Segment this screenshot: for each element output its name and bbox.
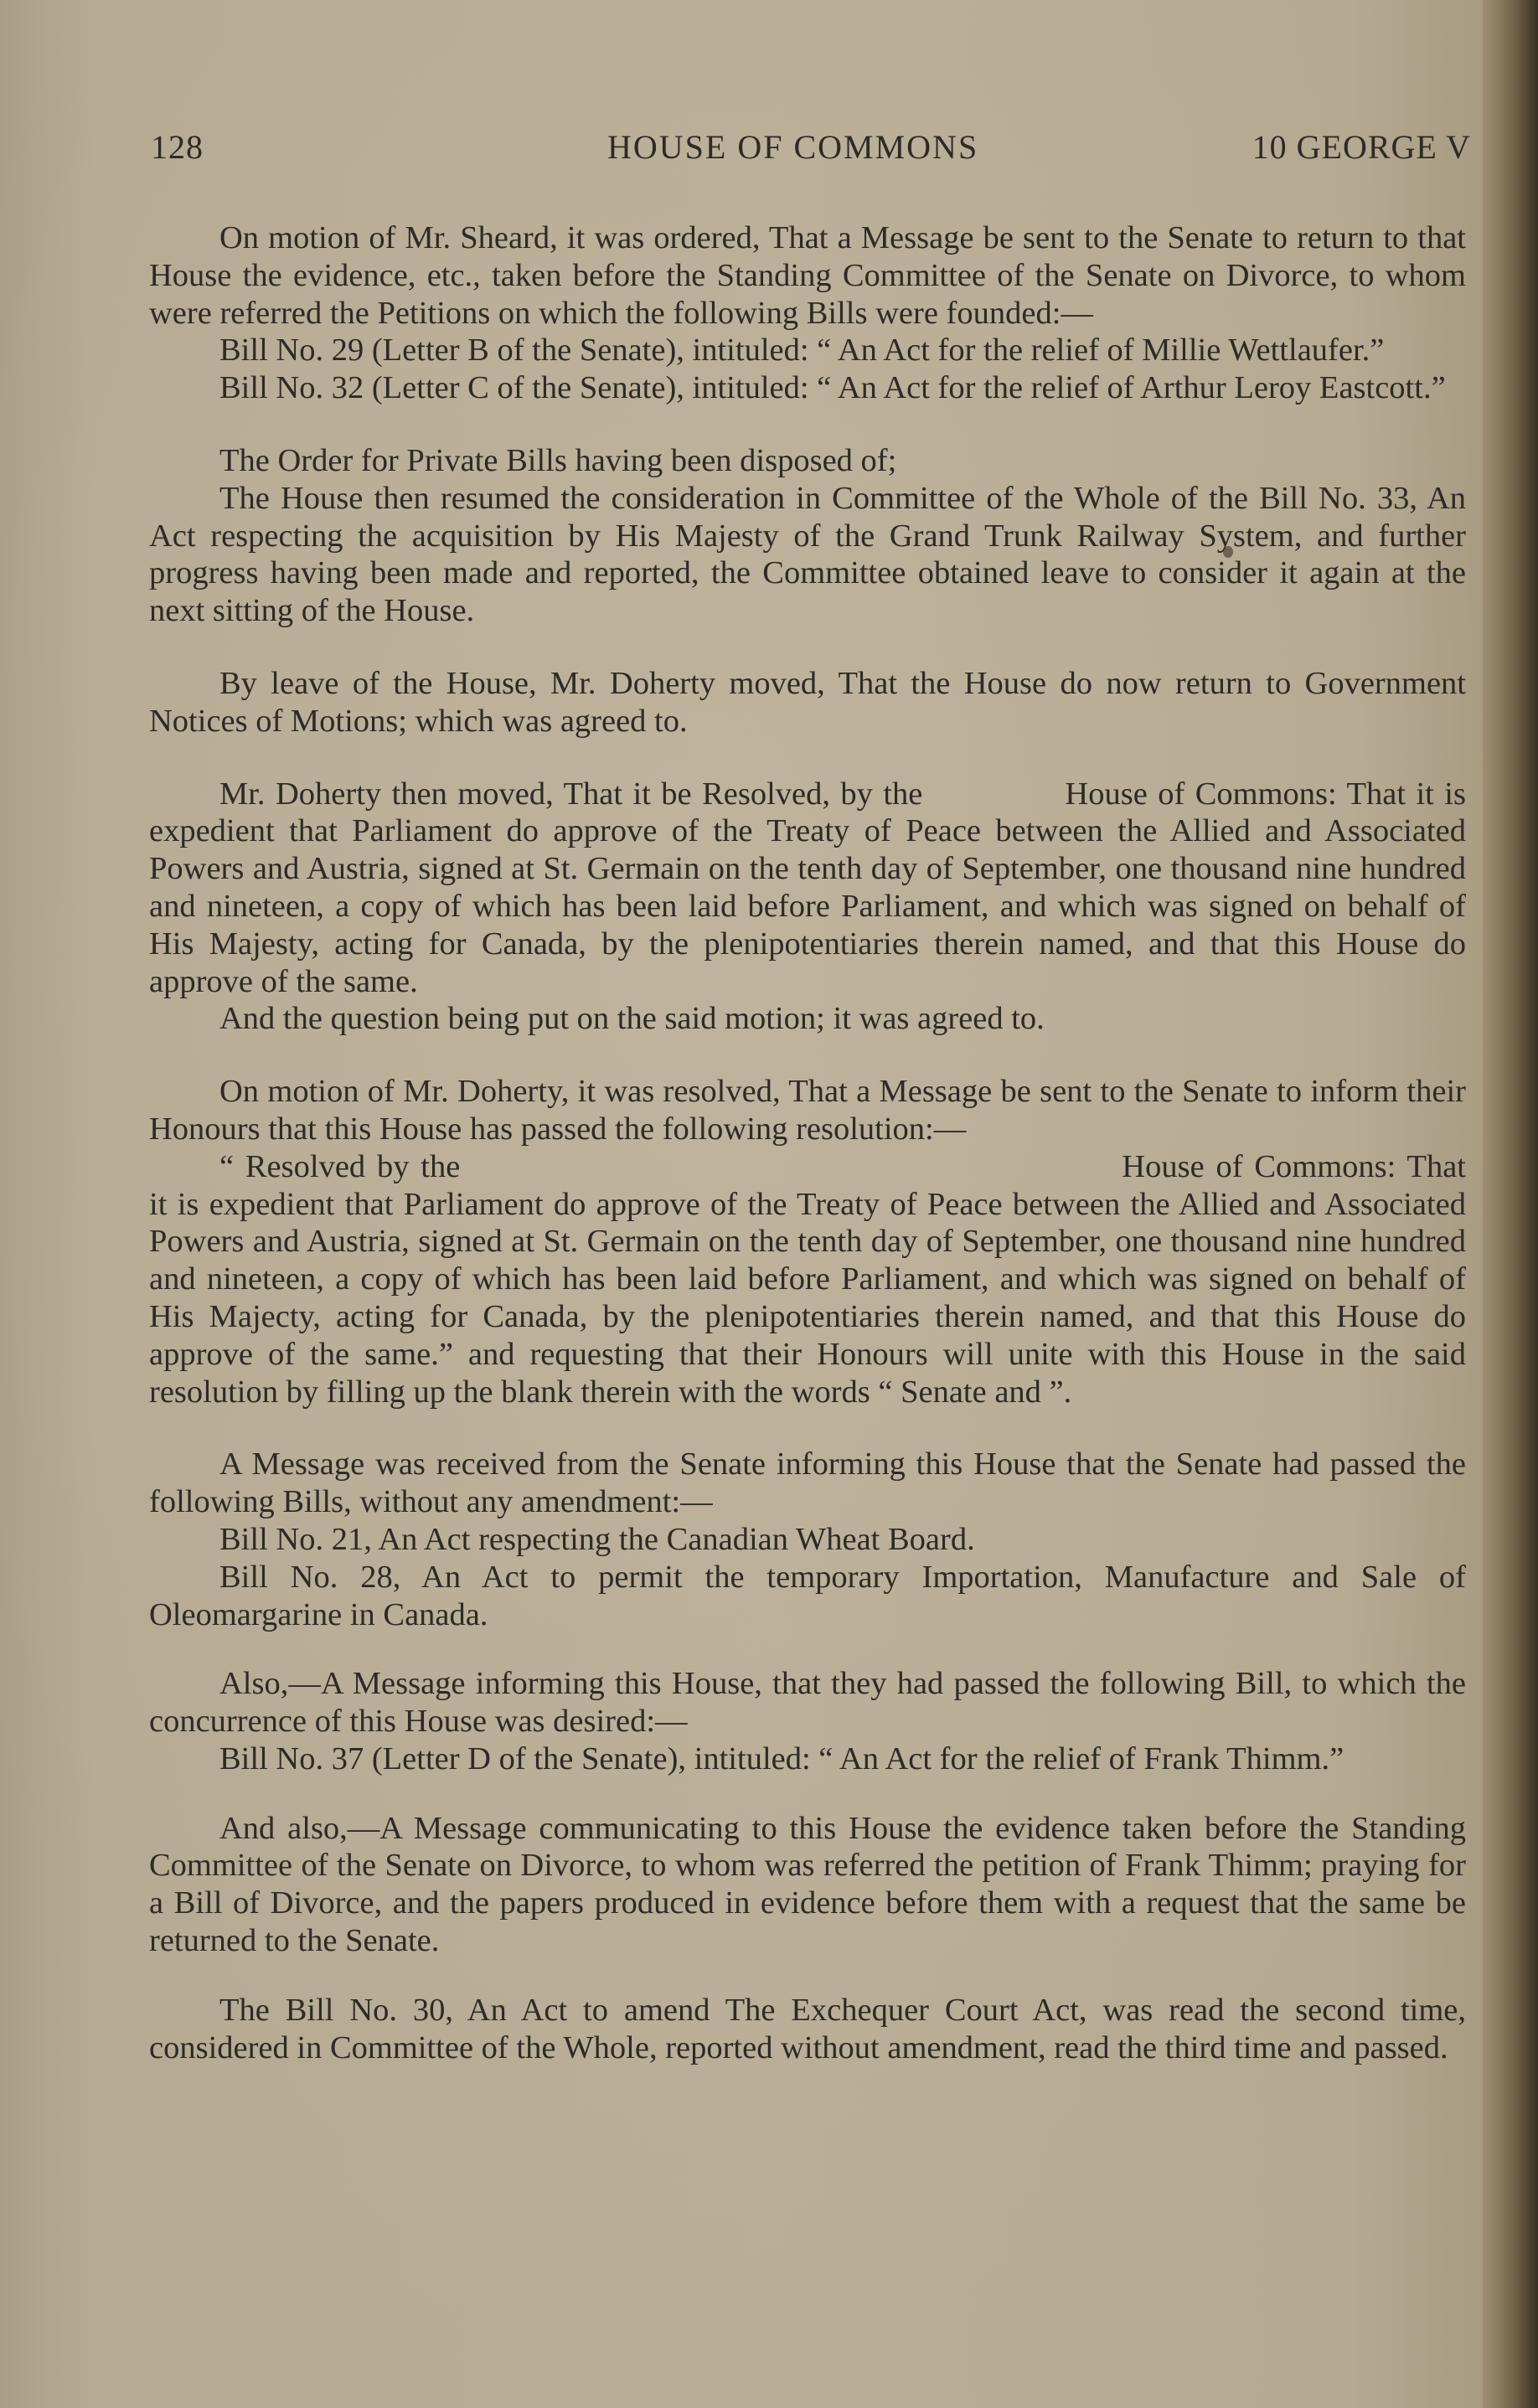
paragraph-doherty-leave: By leave of the House, Mr. Doherty moved, That the House do now return to Government Notices of Motions; which was agreed to. [149,665,1466,739]
journal-text [149,219,1466,2066]
paragraph-sheard-motion: On motion of Mr. Sheard, it was ordered, That a Message be sent to the Senate to return to that House the evidence, etc., taken before the Standing Committee of the Senate on Divorce, to whom were referred the Petitions on which the following Bills were founded:— [149,220,1466,331]
resolution-lead: “ Resolved by the [219,1148,461,1184]
resolution-body: House of Commons: That it is expedient that Parliament do approve of the Treaty of Peace between the Allied and Associated Powers and Austria, signed at St. Germain on the tenth day of September, one thousand nine hundred and nineteen, a copy of which has been laid before Parliament, and which was signed on behalf of His Majecty, acting for Canada, by the plenipotentiaries therein named, and that this House do approve of the same.” and requesting that their Honours will unite with this House in the said resolution by filling up the blank therein with the words “ Senate and ”. [149,1148,1466,1410]
journal-title: HOUSE OF COMMONS [607,128,979,166]
paragraph-also-message: Also,—A Message informing this House, that they had passed the following Bill, to which the concurrence of this House was desired:— [149,1666,1466,1740]
paragraph-bill-37: Bill No. 37 (Letter D of the Senate), intituled: “ An Act for the relief of Frank Thimm.” [219,1740,1344,1776]
paragraph-divorce-evidence: And also,—A Message communicating to this House the evidence taken before the Standing Committee of the Senate on Divorce, to whom was referred the petition of Frank Thimm; praying for a Bill of Divorce, and the papers produced in evidence before them with a request that the same be returned to the Senate. [149,1810,1466,1959]
page-gutter [1483,0,1538,2408]
paragraph-bill-29: Bill No. 29 (Letter B of the Senate), intituled: “ An Act for the relief of Millie Wettlaufer.” [219,333,1385,369]
paragraph-treaty-motion [149,776,1466,1001]
paragraph-bill-28: Bill No. 28, An Act to permit the temporary Importation, Manufacture and Sale of Oleomargarine in Canada. [149,1559,1466,1632]
treaty-motion-body: House of Commons: That it is expedient that Parliament do approve of the Treaty of Peace between the Allied and Associated Powers and Austria, signed at St. Germain on the tenth day of September, one thousand nine hundred and nineteen, a copy of which has been laid before Parliament, and which was signed on behalf of His Majesty, acting for Canada, by the plenipotentiaries therein named, and that this House do approve of the same. [149,776,1466,999]
paragraph-question-agreed: And the question being put on the said motion; it was agreed to. [219,1001,1045,1037]
treaty-motion-lead: Mr. Doherty then moved, That it be Resolved, by the [219,776,923,812]
paragraph-resolution-quote [149,1148,1466,1411]
paragraph-message-senate: On motion of Mr. Doherty, it was resolved, That a Message be sent to the Senate to inform their Honours that this House has passed the following resolution:— [149,1074,1466,1147]
paragraph-bill-30: The Bill No. 30, An Act to amend The Exchequer Court Act, was read the second time, considered in Committee of the Whole, reported without amendment, read the third time and passed. [149,1992,1466,2065]
running-head [151,127,1471,178]
paragraph-private-bills: The Order for Private Bills having been disposed of; [219,442,897,478]
paragraph-bill-21: Bill No. 21, An Act respecting the Canadian Wheat Board. [219,1521,975,1557]
paragraph-bill-32: Bill No. 32 (Letter C of the Senate), intituled: “ An Act for the relief of Arthur Leroy Eastcott.” [219,370,1446,406]
page-number: 128 [151,128,204,166]
paragraph-senate-message: A Message was received from the Senate informing this House that the Senate had passed the following Bills, without any amendment:— [149,1446,1466,1520]
regnal-year: 10 GEORGE V [1252,128,1471,166]
paragraph-grand-trunk: The House then resumed the consideration in Committee of the Whole of the Bill No. 33, An Act respecting the acquisition by His Majesty of the Grand Trunk Railway System, and further progress having been made and reported, the Committee obtained leave to consider it again at the next sitting of the House. [149,480,1466,629]
